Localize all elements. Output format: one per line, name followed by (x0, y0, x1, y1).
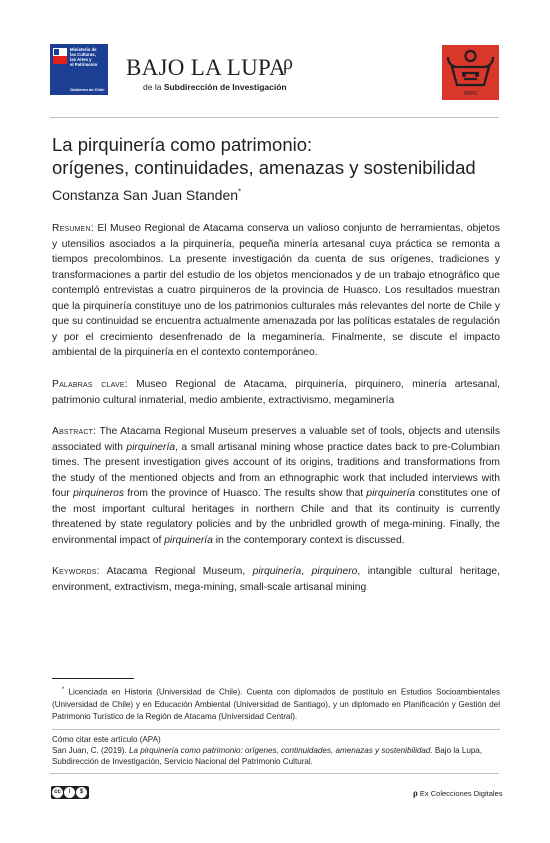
gov-logo-line: las Artes y (70, 57, 92, 62)
keywords-label: Keywords: (52, 566, 100, 577)
emblem-text: SNPC (463, 91, 478, 97)
keywords-paragraph: Keywords: Atacama Regional Museum, pirquinería, pirquinero, intangible cultural heritage, environment, extractivism, mega-mining, small-scale artisanal mining (52, 566, 500, 593)
article-title (52, 133, 500, 179)
cc-icon: cc (52, 787, 63, 798)
author-footnote-mark: * (238, 187, 242, 197)
resumen-label: Resumen: (52, 223, 94, 234)
nc-icon: $ (76, 787, 87, 798)
brand-title: BAJO LA LUPA (126, 55, 286, 80)
chile-flag-icon (53, 48, 67, 64)
gov-logo-line: el Patrimonio (70, 62, 98, 67)
ex-colecciones-digitales: ρ Ex Colecciones Digitales (413, 788, 503, 798)
palabras-clave-label: Palabras clave: (52, 379, 128, 390)
footnote: * Licenciada en Historia (Universidad de Chile). Cuenta con diplomados de postítulo en Estudios Socioambientales (Universidad de Chile) y en Educación Ambiental (Universidad de Santiago), y un diplomado en Planificación y Gestión del Patrimonio Turístico de la Región de Atacama (Universidad Central). (52, 687, 500, 721)
gov-logo-bottom: Gobierno de Chile (70, 87, 105, 92)
rho-icon: ρ (413, 788, 418, 798)
author: Constanza San Juan Standen* (52, 187, 242, 203)
abstract-label: Abstract: (52, 426, 97, 437)
citation-divider (52, 729, 500, 730)
abstract-paragraph: Abstract: The Atacama Regional Museum preserves a valuable set of tools, objects and utensils associated with pirquinería, a small artisanal mining whose practice dates back to pre-Columbian times. The present investigation gives account of its origins, traditions and transformations from the study of the mentioned objects and from an ethnographic work that included interviews with four pirquineros from the province of Huasco. The results show that pirquinería constitutes one of the most important cultural heritages in northern Chile and that its continuity is currently threatened by state regulatory policies and by the unbridled growth of mega-mining. Finally, the environmental impact of pirquinería in the contemporary context is discussed. (52, 426, 501, 546)
footer-divider (50, 773, 499, 774)
government-logo (50, 44, 108, 95)
footnote-divider (52, 678, 134, 679)
patrimonio-emblem-icon (442, 45, 499, 100)
creative-commons-license-icon[interactable] (51, 786, 89, 799)
header-divider (50, 117, 499, 118)
by-icon: i (64, 787, 75, 798)
resumen-paragraph (52, 221, 500, 361)
palabras-clave-text: Museo Regional de Atacama, pirquinería, pirquinero, minería artesanal, patrimonio cultural inmaterial, medio ambiente, extractivismo, megaminería (52, 379, 500, 406)
title-line-1: La pirquinería como patrimonio: (52, 134, 313, 155)
resumen-text: El Museo Regional de Atacama conserva un valioso conjunto de herramientas, objetos y utensilios asociados a la pirquinería, pequeña minería artesanal cuya práctica se remonta a tiempos precolombinos. La presente investigación da cuenta de sus orígenes, tradiciones y transformaciones a partir del estudio de los objetos mencionados y de un trabajo etnográfico que contempló entrevistas a cuatro pirquineros de la provincia de Huasco. Los resultados muestran que la pirquinería constituye uno de los patrimonios culturales más relevantes del norte de Chile y que su continuidad se encuentra actualmente amenazada por las políticas estatales de regulación y por el crecimiento desenfrenado de la megaminería. Finalmente, se discute el impacto ambiental de la pirquinería en el contexto contemporáneo. (52, 223, 500, 358)
gov-logo-line: Ministerio de (70, 47, 97, 52)
citation-text: San Juan, C. (2019). La pirquinería como patrimonio: orígenes, continuidades, amenazas y sostenibilidad. Bajo la Lupa, Subdirección de Investigación, Servicio Nacional del Patrimonio Cultural. (52, 746, 483, 766)
brand-rho-icon: ρ (283, 52, 293, 74)
citation-heading: Cómo citar este artículo (APA) (52, 735, 161, 744)
palabras-clave-paragraph (52, 377, 500, 408)
citation-block (52, 734, 500, 767)
brand-subtitle: de la Subdirección de Investigación (143, 82, 287, 92)
title-line-2: orígenes, continuidades, amenazas y sostenibilidad (52, 157, 476, 178)
gov-logo-line: las Culturas, (70, 52, 96, 57)
